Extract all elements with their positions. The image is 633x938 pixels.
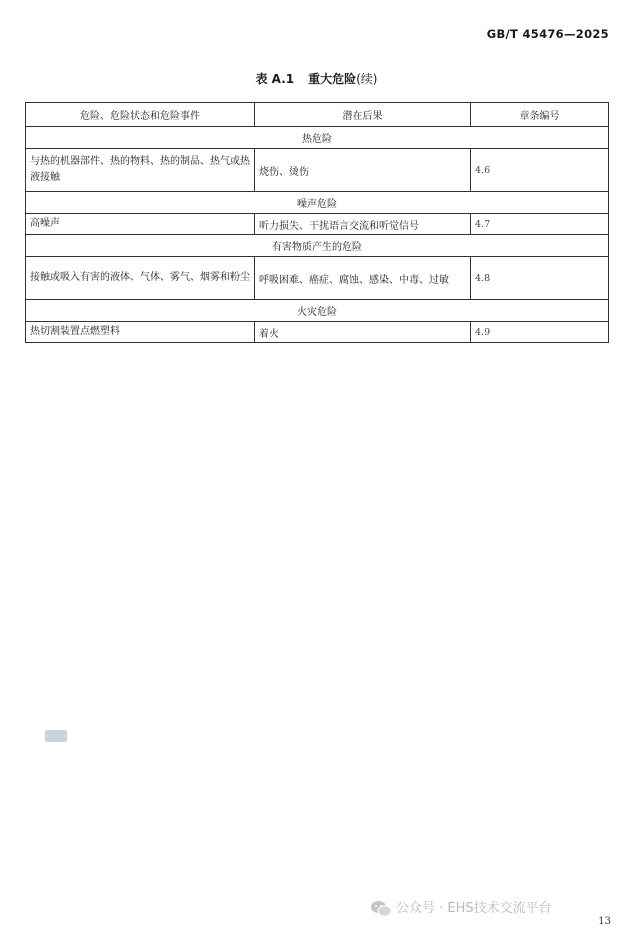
table-row bbox=[26, 149, 609, 192]
table-row bbox=[26, 322, 609, 343]
hazard-cell: 热切割装置点燃塑料 bbox=[26, 322, 255, 343]
stamp-mark bbox=[45, 730, 67, 742]
section-row-fire bbox=[26, 300, 609, 322]
hazard-cell: 与热的机器部件、热的物料、热的制品、热气或热液接触 bbox=[26, 149, 255, 192]
table-caption-label: 表 A.1 bbox=[255, 72, 295, 86]
consequence-cell: 烧伤、烫伤 bbox=[255, 149, 471, 192]
clause-cell: 4.6 bbox=[471, 149, 609, 192]
watermark bbox=[370, 897, 552, 918]
table-caption-title: 重大危险 bbox=[308, 72, 357, 86]
section-title: 热危险 bbox=[26, 127, 609, 149]
table-caption-suffix: (续) bbox=[356, 72, 378, 86]
hazard-cell: 高噪声 bbox=[26, 214, 255, 235]
section-row-hazardous-substances bbox=[26, 235, 609, 257]
clause-cell: 4.9 bbox=[471, 322, 609, 343]
table-row bbox=[26, 257, 609, 300]
clause-cell: 4.7 bbox=[471, 214, 609, 235]
section-row-noise bbox=[26, 192, 609, 214]
column-header-hazard: 危险、危险状态和危险事件 bbox=[26, 103, 255, 127]
consequence-cell: 着火 bbox=[255, 322, 471, 343]
consequence-cell: 呼吸困难、癌症、腐蚀、感染、中毒、过敏 bbox=[255, 257, 471, 300]
page-number: 13 bbox=[598, 916, 611, 927]
hazard-table bbox=[25, 102, 609, 343]
section-title: 噪声危险 bbox=[26, 192, 609, 214]
table-row bbox=[26, 214, 609, 235]
section-title: 有害物质产生的危险 bbox=[26, 235, 609, 257]
hazard-cell: 接触或吸入有害的液体、气体、雾气、烟雾和粉尘 bbox=[26, 257, 255, 300]
table-caption bbox=[0, 70, 633, 87]
table-header-row bbox=[26, 103, 609, 127]
clause-cell: 4.8 bbox=[471, 257, 609, 300]
standard-number: GB/T 45476—2025 bbox=[486, 27, 609, 41]
wechat-icon bbox=[370, 900, 392, 918]
section-title: 火灾危险 bbox=[26, 300, 609, 322]
column-header-clause: 章条编号 bbox=[471, 103, 609, 127]
watermark-text: 公众号 · EHS技术交流平台 bbox=[396, 901, 552, 916]
section-row-thermal bbox=[26, 127, 609, 149]
consequence-cell: 听力损失、干扰语言交流和听觉信号 bbox=[255, 214, 471, 235]
column-header-consequence: 潜在后果 bbox=[255, 103, 471, 127]
